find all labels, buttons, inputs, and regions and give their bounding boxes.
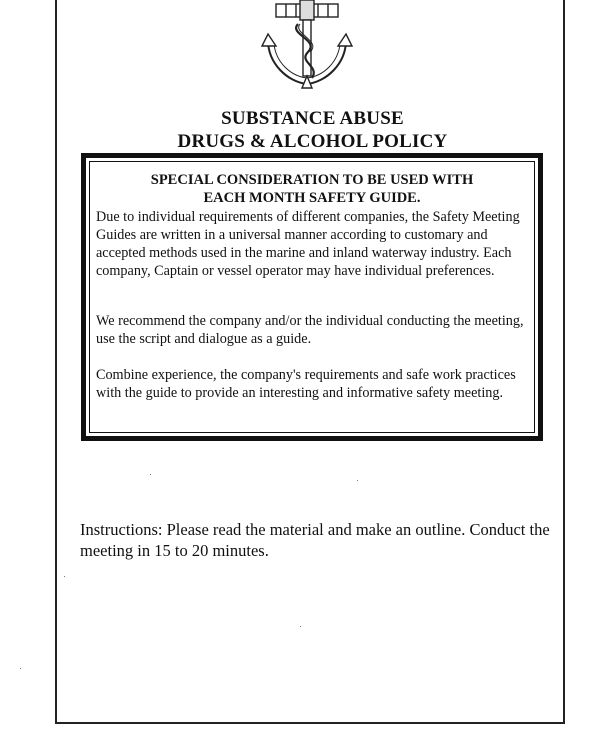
scan-speck <box>300 626 301 627</box>
scan-speck <box>20 668 21 669</box>
notice-heading-line1: SPECIAL CONSIDERATION TO BE USED WITH <box>150 172 474 188</box>
page-title-line1: SUBSTANCE ABUSE <box>221 108 404 129</box>
scan-speck <box>150 474 151 475</box>
notice-paragraph-1: Due to individual requirements of different companies, the Safety Meeting Guides are written in a universal manner according to customary and accepted methods used in the marine and inland waterway industry. Each company, Captain or vessel operator may have individual preferences. <box>96 209 520 279</box>
instructions-text: Instructions: Please read the material and make an outline. Conduct the meeting in 15 to 20 minutes. <box>80 520 550 560</box>
notice-paragraph-2: We recommend the company and/or the individual conducting the meeting, use the script and dialogue as a guide. <box>96 313 524 347</box>
notice-box-inner <box>89 161 535 433</box>
notice-box <box>81 153 543 441</box>
anchor-icon <box>258 0 356 90</box>
scan-speck <box>357 480 358 481</box>
notice-paragraph-3: Combine experience, the company's requirements and safe work practices with the guide to provide an interesting and informative safety meeting. <box>96 367 516 401</box>
page-title-line2: DRUGS & ALCOHOL POLICY <box>177 131 448 152</box>
notice-heading-line2: EACH MONTH SAFETY GUIDE. <box>203 190 421 206</box>
scan-speck <box>64 576 65 577</box>
